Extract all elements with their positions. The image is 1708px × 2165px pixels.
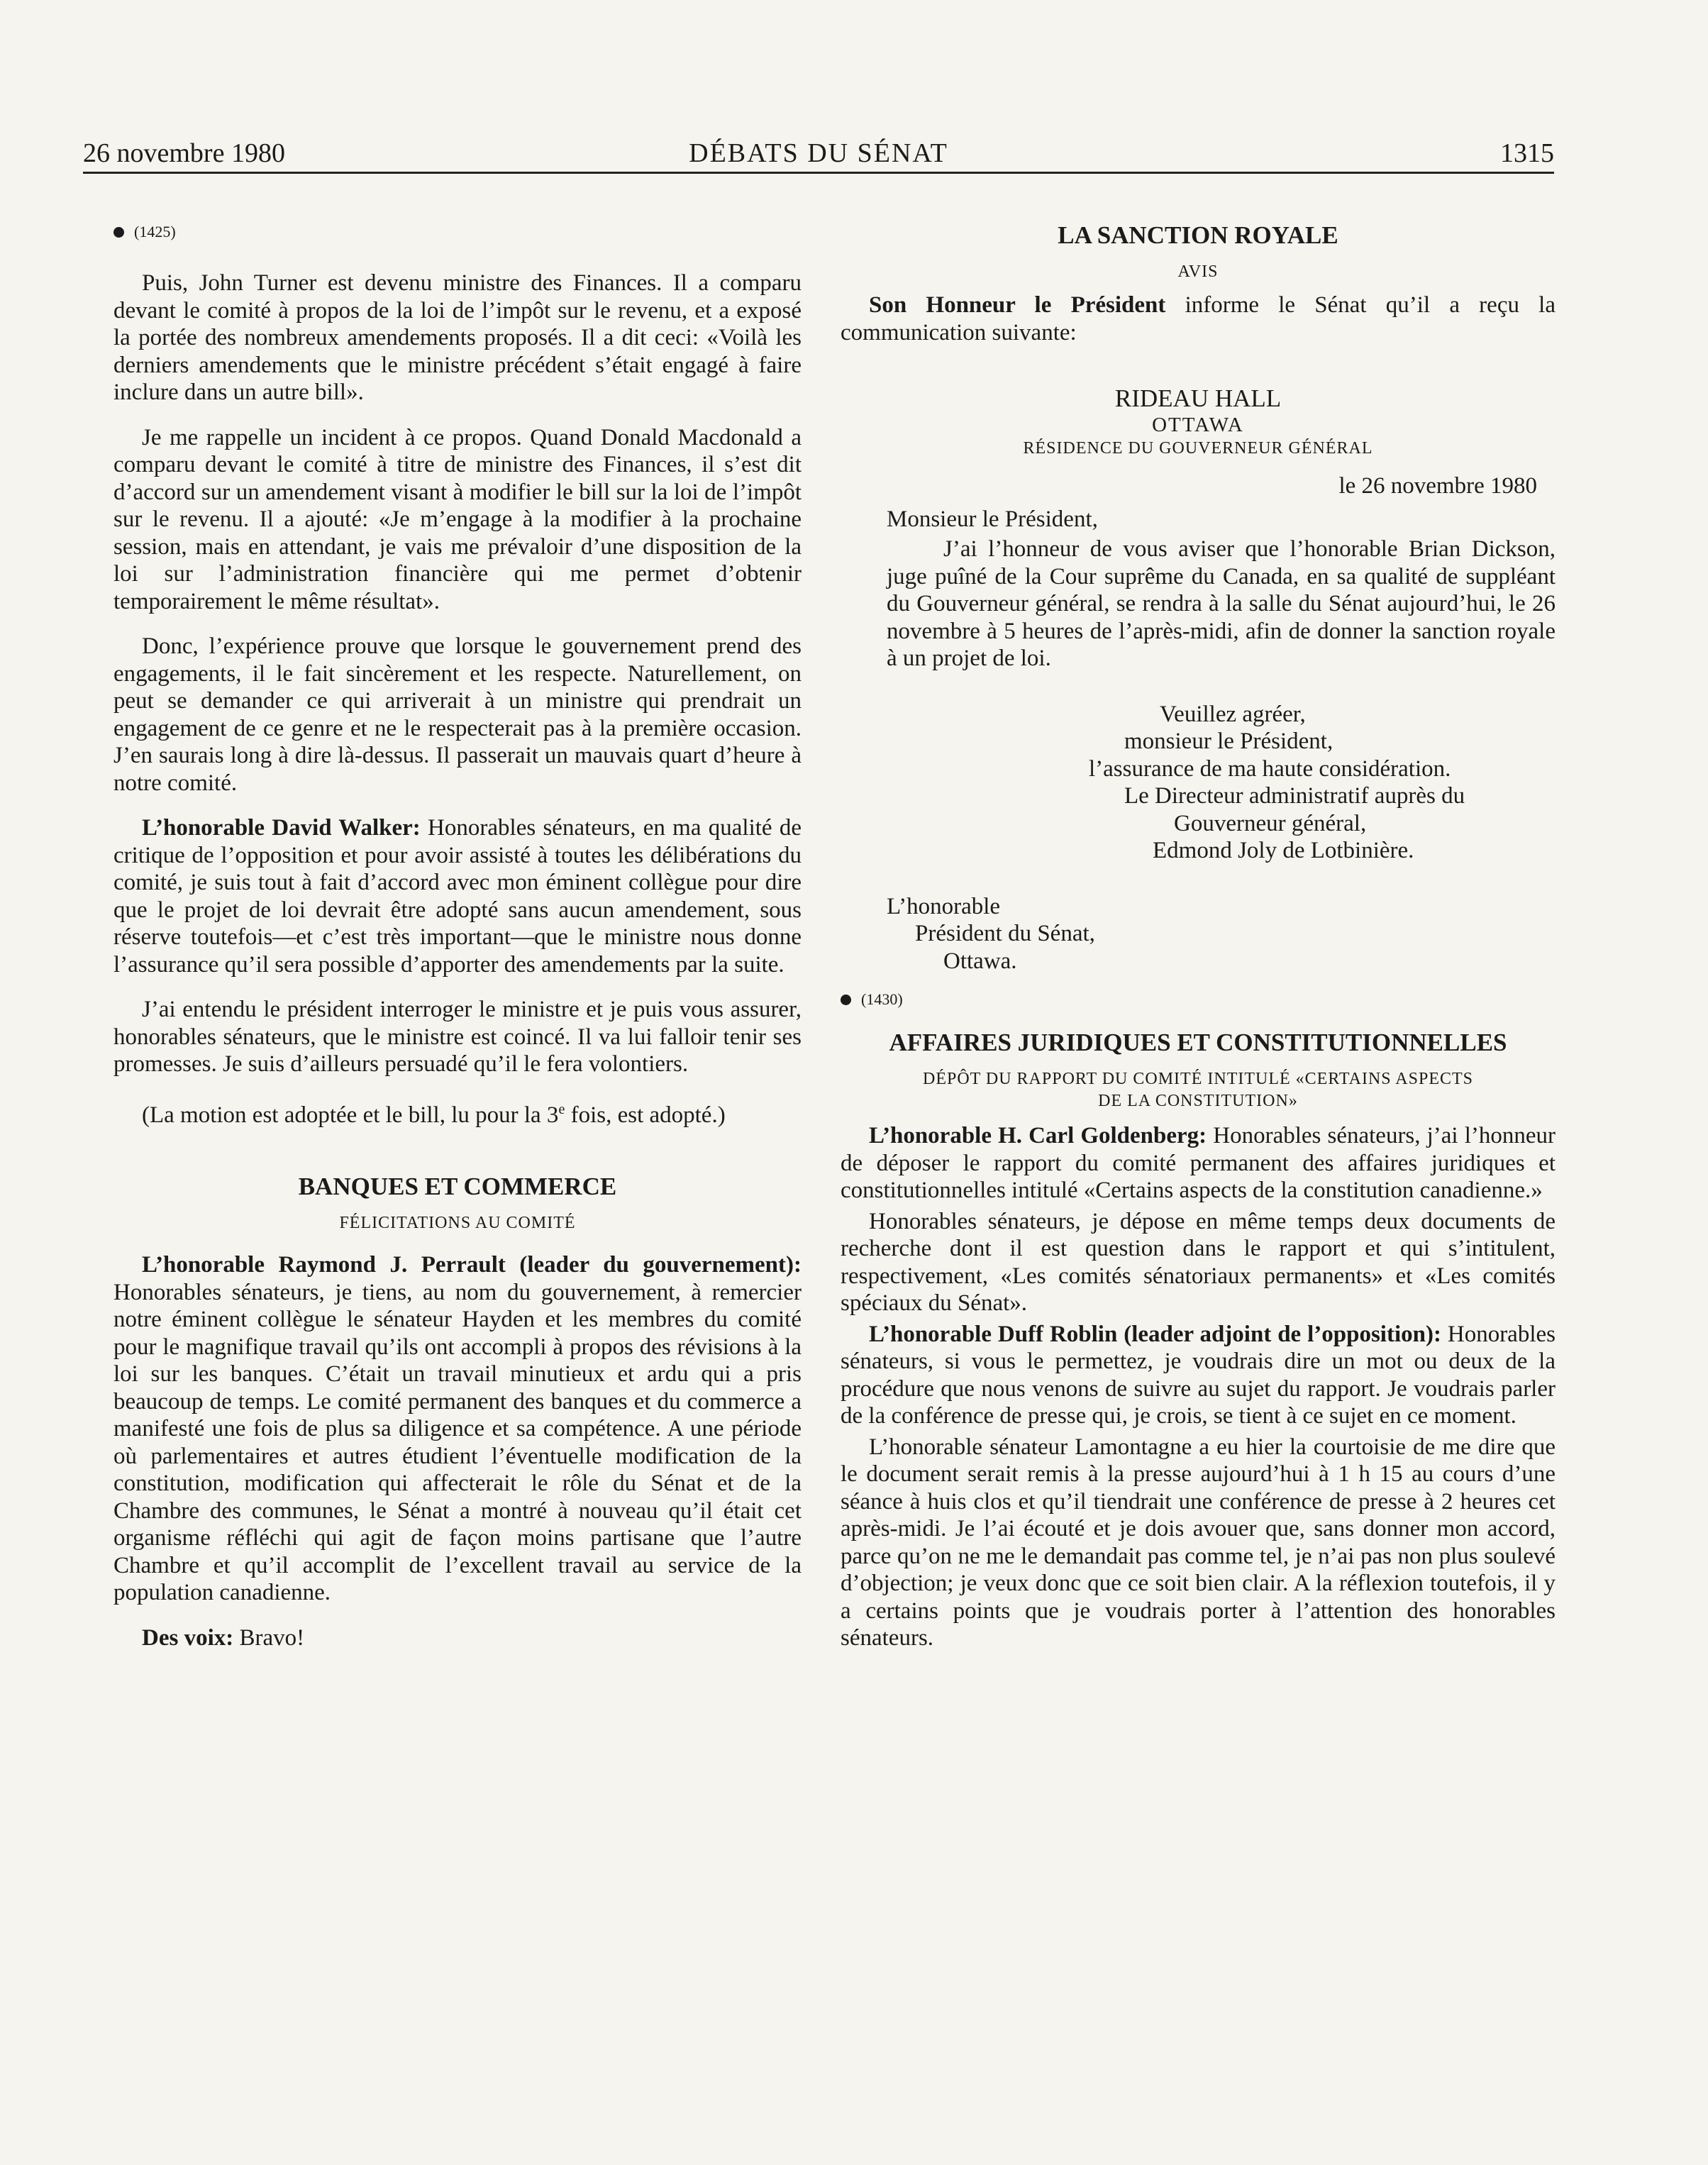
bullet-icon: [841, 995, 851, 1005]
running-header: [83, 137, 1554, 170]
bullet-icon: [113, 227, 124, 238]
speech-text: Honorables sénateurs, j’ai l’honneur de déposer le rapport du comité permanent des affaires juridiques et constitutionnelles intitulé «Certains aspects de la constitution canadienne.»: [841, 1123, 1556, 1203]
time-marker: [113, 221, 802, 243]
closing-line: Gouverneur général,: [1174, 810, 1367, 836]
letter-address: [841, 893, 1556, 975]
section-title: LA SANCTION ROYALE: [1058, 221, 1338, 249]
address-line: L’honorable: [887, 893, 1001, 919]
motion-text: (La motion est adoptée et le bill, lu pour la 3: [142, 1102, 559, 1128]
paragraph: Donc, l’expérience prouve que lorsque le gouvernement prend des engagements, il le fait sincèrement et les respecte. Naturellement, on peut se demander ce qui arriverait à un ministre qui prendrait un engagement de ce genre et ne le respecterait pas à la première occasion. J’en saurais long à dire là-dessus. Il passerait un mauvais quart d’heure à notre comité.: [113, 633, 802, 796]
closing-line: Veuillez agréer,: [1160, 701, 1306, 727]
motion-text-end: fois, est adopté.): [565, 1102, 726, 1128]
speech-goldenberg: [841, 1122, 1556, 1205]
section-title: BANQUES ET COMMERCE: [298, 1173, 617, 1200]
letter-body: J’ai l’honneur de vous aviser que l’honorable Brian Dickson, juge puîné de la Cour suprême du Canada, en sa qualité de suppléant du Gouverneur général, se rendra à la salle du Sénat aujourd’hui, le 26 novembre à 5 heures de l’après-midi, afin de donner la sanction royale à un projet de loi.: [887, 536, 1556, 671]
letter-closing: [841, 701, 1556, 865]
paragraph: Honorables sénateurs, je dépose en même temps deux documents de recherche dont il est question dans le rapport et qui s’intitulent, respectivement, «Les comités sénatoriaux permanents» et «Les comités spéciaux du Sénat».: [841, 1208, 1556, 1316]
speech-text: Honorables sénateurs, en ma qualité de critique de l’opposition et pour avoir assisté à toutes les délibérations du comité, je suis tout à fait d’accord avec mon éminent collègue pour dire que le projet de loi devrait être adopté sans aucun amendement, sous réserve toutefois—et c’est très important—que le ministre nous donne l’assurance qu’il sera possible d’apporter des amendements par la suite.: [113, 815, 802, 978]
time-marker-label: (1430): [861, 990, 903, 1008]
subtitle-line: DÉPÔT DU RAPPORT DU COMITÉ INTITULÉ «CERTAINS ASPECTS: [922, 1070, 1474, 1088]
speech-text: Honorables sénateurs, si vous le permettez, je voudrais dire un mot ou deux de la procédure que nous venons de suivre au sujet du rapport. Je voudrais parler de la conférence de presse qui, je crois, se tient à ce sujet en ce moment.: [841, 1321, 1556, 1429]
speaker-name: Son Honneur le Président: [869, 292, 1166, 318]
speech-text: Bravo!: [233, 1624, 305, 1651]
speech-voices: [113, 1624, 802, 1652]
header-date: 26 novembre 1980: [83, 138, 285, 168]
letter: [841, 384, 1556, 975]
time-marker-label: (1425): [134, 223, 176, 240]
section-subtitle: AVIS: [1177, 262, 1219, 281]
speech-president: [841, 292, 1556, 346]
right-column: [841, 221, 1556, 1656]
section-subtitle: [841, 1068, 1556, 1112]
paragraph: L’honorable sénateur Lamontagne a eu hier la courtoisie de me dire que le document serait remis à la presse aujourd’hui à 1 h 15 au cours d’une séance à huis clos et qu’il tiendrait une conférence de presse à 2 heures cet après-midi. Je l’ai écouté et je dois avouer que, sans donner mon accord, parce qu’on ne me le demandait pas comme tel, je n’ai pas non plus soulevé d’objection; je veux donc que ce soit bien clair. A la réflexion toutefois, il y a certains points que je voudrais porter à l’attention des honorables sénateurs.: [841, 1434, 1556, 1651]
speaker-name: L’honorable Duff Roblin (leader adjoint de l’opposition):: [869, 1321, 1441, 1347]
address-line: Ottawa.: [943, 948, 1017, 974]
closing-line: Le Directeur administratif auprès du: [1124, 783, 1465, 809]
paragraph: J’ai entendu le président interroger le ministre et je puis vous assurer, honorables sénateurs, que le ministre est coincé. Il va lui falloir tenir ses promesses. Je suis d’ailleurs persuadé qu’il le fera volontiers.: [113, 997, 802, 1077]
closing-line: l’assurance de ma haute considération.: [1089, 755, 1451, 782]
page-number: 1315: [1500, 138, 1554, 168]
paragraph: Puis, John Turner est devenu ministre des Finances. Il a comparu devant le comité à propos de la loi de l’impôt sur le revenu, et a exposé la portée des nombreux amendements proposés. Il a dit ceci: «Voilà les derniers amendements que le ministre précédent s’était engagé à faire inclure dans un autre bill».: [113, 270, 802, 405]
closing-line: monsieur le Président,: [1124, 729, 1333, 754]
letter-residence: RÉSIDENCE DU GOUVERNEUR GÉNÉRAL: [1023, 439, 1373, 458]
speaker-name: L’honorable Raymond J. Perrault (leader du gouvernement):: [142, 1252, 802, 1278]
letter-city: OTTAWA: [1152, 414, 1244, 436]
left-column: [113, 221, 802, 1669]
speaker-name: L’honorable H. Carl Goldenberg:: [869, 1123, 1207, 1148]
subtitle-line: DE LA CONSTITUTION»: [1098, 1092, 1298, 1110]
letter-date: le 26 novembre 1980: [1338, 473, 1537, 499]
signature: Edmond Joly de Lotbinière.: [1153, 838, 1414, 863]
speech-walker: [113, 814, 802, 978]
paragraph: Je me rappelle un incident à ce propos. Quand Donald Macdonald a comparu devant le comité à titre de ministre des Finances, il s’est dit d’accord sur un amendement visant à modifier le bill sur la loi de l’impôt sur le revenu. Il a ajouté: «Je m’engage à la modifier à la prochaine session, mais en attendant, je vais me prévaloir d’une disposition de la loi sur l’administration financière qui me permet d’obtenir temporairement le même résultat».: [113, 424, 802, 614]
header-rule: [83, 172, 1554, 174]
motion-superscript: e: [558, 1101, 565, 1117]
header-title: DÉBATS DU SÉNAT: [689, 138, 948, 168]
speech-roblin: [841, 1321, 1556, 1430]
section-title: AFFAIRES JURIDIQUES ET CONSTITUTIONNELLES: [889, 1029, 1507, 1056]
address-line: Président du Sénat,: [915, 921, 1095, 946]
speech-text: Honorables sénateurs, je tiens, au nom du gouvernement, à remercier notre éminent collègue le sénateur Hayden et les membres du comité pour le magnifique travail qu’ils ont accompli à propos des révisions à la loi sur les banques. C’était un travail minutieux et ardu qui a pris beaucoup de temps. Le comité permanent des banques et du commerce a manifesté une fois de plus sa diligence et sa compétence. A une période où parlementaires et autres étudient l’éventuelle modification de la constitution, modification qui affecterait le rôle du Sénat et de la Chambre des communes, le Sénat a montré à nouveau qu’il était cet organisme réfléchi qui agit de façon moins partisane que l’autre Chambre et qu’il accomplit de l’excellent travail au service de la population canadienne.: [113, 1279, 802, 1605]
time-marker: [841, 989, 1556, 1010]
speaker-name: L’honorable David Walker:: [142, 815, 421, 841]
speech-text: informe le Sénat qu’il a reçu la communication suivante:: [841, 292, 1556, 345]
letter-salutation: Monsieur le Président,: [887, 506, 1098, 532]
speech-perrault: [113, 1251, 802, 1607]
speaker-name: Des voix:: [142, 1624, 234, 1651]
letter-place: RIDEAU HALL: [1114, 384, 1282, 412]
motion-note: [113, 1096, 802, 1129]
section-subtitle: FÉLICITATIONS AU COMITÉ: [339, 1214, 576, 1232]
